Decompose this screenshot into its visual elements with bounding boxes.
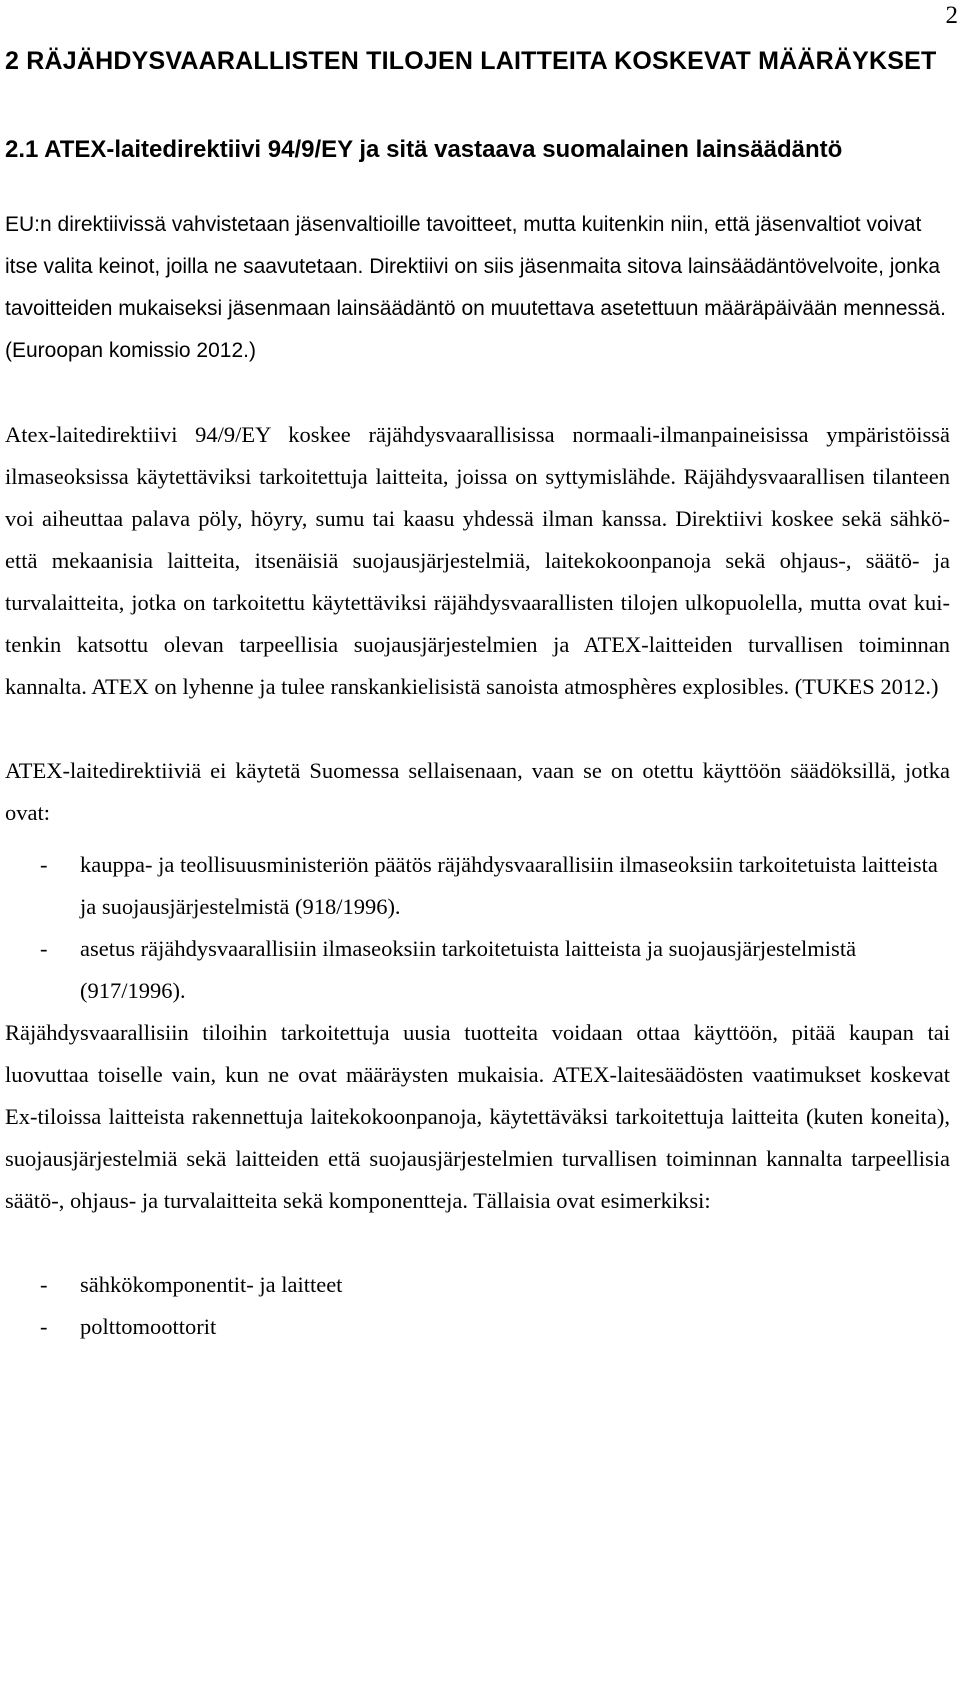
list-item: [5, 928, 950, 1012]
section-heading: 2.1 ATEX-laitedirektiivi 94/9/EY ja sitä vastaava suomalainen lainsäädäntö: [5, 136, 843, 163]
dash-bullet: -: [40, 1314, 48, 1339]
paragraph-ex-requirements: Räjähdysvaarallisiin tiloihin tarkoitettuja uusia tuotteita voidaan ottaa käyttöön, pitää kaupan tai luovuttaa toiselle vain, kun ne ovat määräysten mukaisia. ATEX-laitesäädösten vaatimukset koskevat Ex-tiloissa laitteista rakennettuja laitekokoonpanoja, käytettäväksi tarkoitettuja laitteita (kuten koneita), suojausjärjestelmiä sekä laitteiden että suojausjärjestelmien turvallisen toiminnan kannalta tarpeellisia säätö-, ohjaus- ja turvalaitteita sekä komponentteja. Tällaisia ovat esimerkiksi:: [5, 1020, 950, 1213]
list-item: [5, 1264, 950, 1306]
paragraph-spacer: [5, 834, 950, 844]
paragraph-eu-directive: EU:n direktiivissä vahvistetaan jäsenvaltioille tavoitteet, mutta kuitenkin niin, että jäsenvaltiot voivat itse valita keinot, joilla ne saavutetaan. Direktiivi on siis jäsenmaita sitova lainsäädäntövelvoite, jonka tavoitteiden mukaiseksi jäsenmaan lainsäädäntö on muutettava asetettuun määräpäivään mennessä. (Euroopan komissio 2012.): [5, 213, 946, 362]
regulation-list: [5, 844, 950, 1012]
paragraph-spacer: [5, 708, 950, 750]
example-list: [5, 1264, 950, 1348]
dash-bullet: -: [40, 1272, 48, 1297]
page-number: 2: [945, 2, 958, 29]
list-item-text: kauppa- ja teollisuusministeriön päätös räjähdysvaarallisiin ilmaseoksiin tarkoitetuista laitteista ja suojausjärjestelmistä (918/1996).: [80, 852, 938, 919]
paragraph-spacer: [5, 372, 950, 414]
chapter-heading: 2 RÄJÄHDYSVAARALLISTEN TILOJEN LAITTEITA KOSKEVAT MÄÄRÄYKSET: [5, 47, 937, 75]
paragraph-atex-directive: Atex-laitedirektiivi 94/9/EY koskee räjähdysvaarallisissa normaali-ilmanpaineisissa ympäristöissä ilmaseoksissa käytettäviksi tarkoitettuja laitteita, joissa on syttymislähde. Räjähdysvaarallisen tilanteen voi aiheuttaa palava pöly, höyry, sumu tai kaasu yhdessä ilman kanssa. Direktiivi koskee sekä sähkö- että mekaanisia laitteita, itsenäisiä suojausjärjestelmiä, laitekokoonpanoja sekä ohjaus-, säätö- ja turvalaitteita, jotka on tarkoitettu käytettäviksi räjähdysvaarallisten tilojen ulkopuolella, mutta ovat kuitenkin katsottu olevan tarpeellisia suojausjärjestelmien ja ATEX-laitteiden turvallisen toiminnan kannalta. ATEX on lyhenne ja tulee ranskankielisistä sanoista atmosphères explosibles. (TUKES 2012.): [5, 422, 950, 699]
list-item: [5, 1306, 950, 1348]
list-item-text: asetus räjähdysvaarallisiin ilmaseoksiin tarkoitetuista laitteista ja suojausjärjestelmistä (917/1996).: [80, 936, 857, 1003]
list-item-text: polttomoottorit: [80, 1314, 217, 1339]
list-item-text: sähkökomponentit- ja laitteet: [80, 1272, 343, 1297]
dash-bullet: -: [40, 852, 48, 877]
list-item: [5, 844, 950, 928]
page-content: [5, 40, 950, 1348]
paragraph-spacer: [5, 1222, 950, 1264]
paragraph-atex-finland: ATEX-laitedirektiiviä ei käytetä Suomessa sellaisenaan, vaan se on otettu käyttöön säädöksillä, jotka ovat:: [5, 758, 950, 825]
dash-bullet: -: [40, 936, 48, 961]
